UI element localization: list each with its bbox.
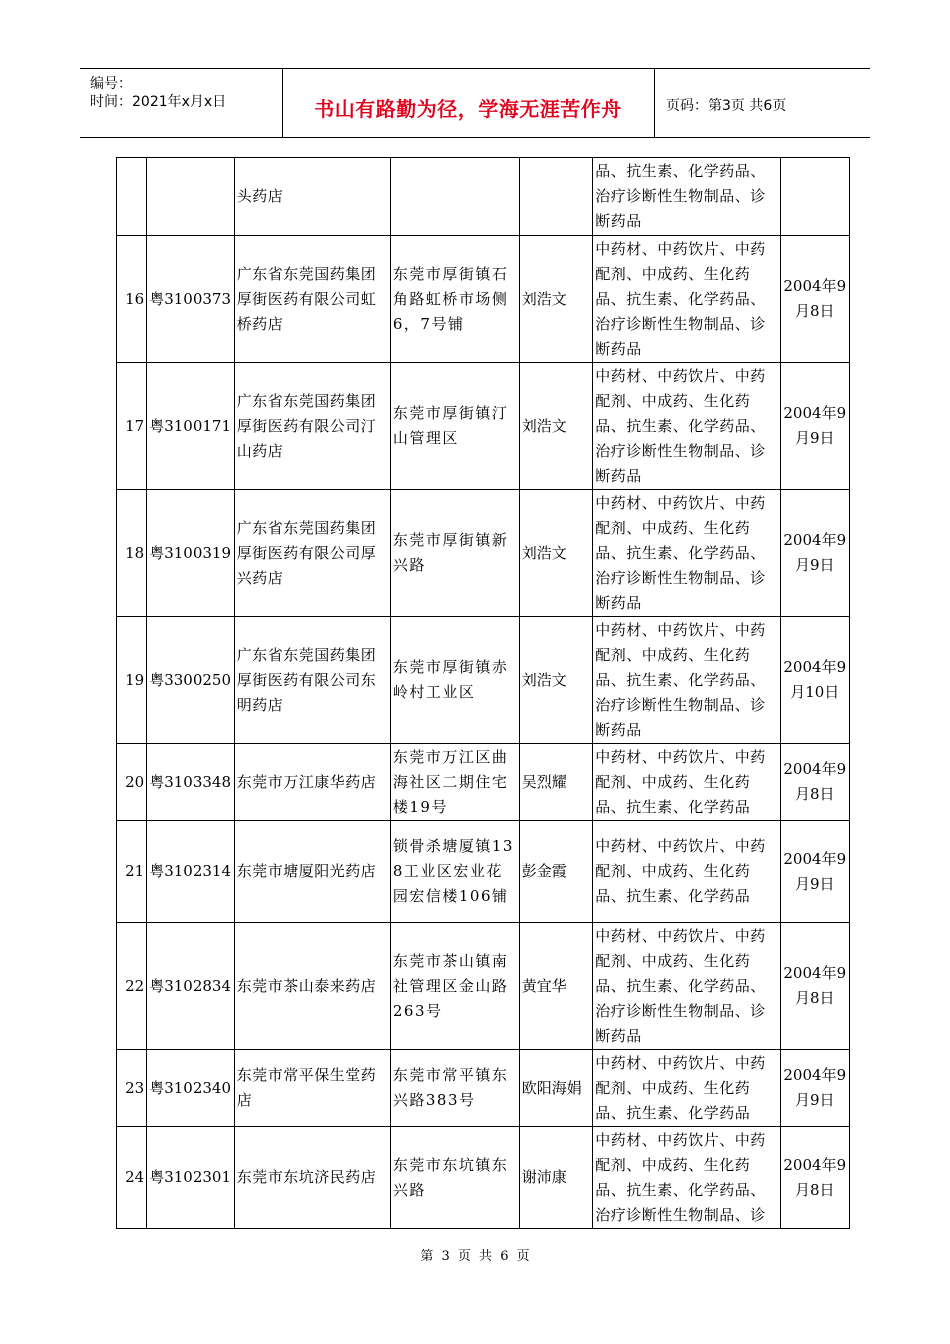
cell-name: 头药店 xyxy=(234,158,390,236)
cell-name: 广东省东莞国药集团厚街医药有限公司厚兴药店 xyxy=(234,490,390,617)
cell-address: 东莞市厚街镇汀山管理区 xyxy=(390,363,519,490)
cell-scope: 品、抗生素、化学药品、治疗诊断性生物制品、诊断药品 xyxy=(593,158,780,236)
cell-person: 刘浩文 xyxy=(519,363,593,490)
cell-date: 2004年9月10日 xyxy=(780,617,850,744)
page-label: 页码：第3页 共6页 xyxy=(666,98,787,114)
cell-no: 23 xyxy=(117,1050,147,1127)
cell-person: 谢沛康 xyxy=(519,1127,593,1229)
cell-license: 粤3102340 xyxy=(147,1050,235,1127)
cell-address xyxy=(390,158,519,236)
cell-person: 彭金霞 xyxy=(519,821,593,923)
cell-scope: 中药材、中药饮片、中药配剂、中成药、生化药品、抗生素、化学药品 xyxy=(593,1050,780,1127)
cell-date: 2004年9月8日 xyxy=(780,744,850,821)
table-row xyxy=(117,1127,850,1229)
cell-address: 东莞市常平镇东兴路383号 xyxy=(390,1050,519,1127)
cell-date: 2004年9月9日 xyxy=(780,363,850,490)
cell-name: 东莞市万江康华药店 xyxy=(234,744,390,821)
cell-person: 刘浩文 xyxy=(519,490,593,617)
cell-license: 粤3103348 xyxy=(147,744,235,821)
cell-scope: 中药材、中药饮片、中药配剂、中成药、生化药品、抗生素、化学药品 xyxy=(593,821,780,923)
cell-address: 东莞市厚街镇新兴路 xyxy=(390,490,519,617)
cell-date: 2004年9月8日 xyxy=(780,1127,850,1229)
cell-scope: 中药材、中药饮片、中药配剂、中成药、生化药品、抗生素、化学药品、治疗诊断性生物制品、诊断药品 xyxy=(593,236,780,363)
cell-license: 粤3102301 xyxy=(147,1127,235,1229)
table-row xyxy=(117,821,850,923)
page-footer: 第 3 页 共 6 页 xyxy=(420,1249,530,1264)
cell-no: 24 xyxy=(117,1127,147,1229)
table-row xyxy=(117,490,850,617)
table-row xyxy=(117,744,850,821)
number-label: 编号： xyxy=(90,76,132,92)
cell-no xyxy=(117,158,147,236)
cell-name: 东莞市常平保生堂药店 xyxy=(234,1050,390,1127)
header-page-cell xyxy=(654,69,870,137)
cell-no: 19 xyxy=(117,617,147,744)
cell-person: 刘浩文 xyxy=(519,617,593,744)
table-row xyxy=(117,923,850,1050)
cell-no: 16 xyxy=(117,236,147,363)
cell-no: 21 xyxy=(117,821,147,923)
cell-license: 粤3100373 xyxy=(147,236,235,363)
cell-address: 东莞市厚街镇赤岭村工业区 xyxy=(390,617,519,744)
page-header xyxy=(80,68,870,138)
cell-scope: 中药材、中药饮片、中药配剂、中成药、生化药品、抗生素、化学药品、治疗诊断性生物制品、诊断药品 xyxy=(593,617,780,744)
cell-person: 刘浩文 xyxy=(519,236,593,363)
table-row xyxy=(117,617,850,744)
cell-address: 锁骨杀塘厦镇138工业区宏业花园宏信楼106铺 xyxy=(390,821,519,923)
cell-person: 黄宜华 xyxy=(519,923,593,1050)
cell-person: 欧阳海娟 xyxy=(519,1050,593,1127)
table-row xyxy=(117,363,850,490)
cell-scope: 中药材、中药饮片、中药配剂、中成药、生化药品、抗生素、化学药品、治疗诊断性生物制品、诊断药品 xyxy=(593,363,780,490)
motto: 书山有路勤为径，学海无涯苦作舟 xyxy=(314,97,622,121)
cell-date: 2004年9月9日 xyxy=(780,1050,850,1127)
cell-name: 广东省东莞国药集团厚街医药有限公司汀山药店 xyxy=(234,363,390,490)
header-meta xyxy=(80,69,283,137)
header-motto-cell xyxy=(282,69,655,137)
cell-name: 东莞市茶山泰来药店 xyxy=(234,923,390,1050)
cell-license: 粤3102834 xyxy=(147,923,235,1050)
cell-address: 东莞市茶山镇南社管理区金山路263号 xyxy=(390,923,519,1050)
cell-scope: 中药材、中药饮片、中药配剂、中成药、生化药品、抗生素、化学药品、治疗诊断性生物制品、诊断药品 xyxy=(593,923,780,1050)
cell-name: 东莞市东坑济民药店 xyxy=(234,1127,390,1229)
cell-scope: 中药材、中药饮片、中药配剂、中成药、生化药品、抗生素、化学药品、治疗诊断性生物制品、诊 xyxy=(593,1127,780,1229)
cell-license: 粤3300250 xyxy=(147,617,235,744)
cell-person: 吴烈耀 xyxy=(519,744,593,821)
cell-license: 粤3100171 xyxy=(147,363,235,490)
cell-no: 17 xyxy=(117,363,147,490)
cell-date: 2004年9月8日 xyxy=(780,236,850,363)
cell-date: 2004年9月8日 xyxy=(780,923,850,1050)
cell-date: 2004年9月9日 xyxy=(780,821,850,923)
table-row xyxy=(117,1050,850,1127)
cell-license: 粤3100319 xyxy=(147,490,235,617)
cell-address: 东莞市东坑镇东兴路 xyxy=(390,1127,519,1229)
pharmacy-table xyxy=(116,157,850,1229)
cell-address: 东莞市厚街镇石角路虹桥市场侧6，7号铺 xyxy=(390,236,519,363)
date-label: 时间：2021年x月x日 xyxy=(90,94,227,110)
cell-address: 东莞市万江区曲海社区二期住宅楼19号 xyxy=(390,744,519,821)
cell-no: 22 xyxy=(117,923,147,1050)
cell-license: 粤3102314 xyxy=(147,821,235,923)
cell-name: 广东省东莞国药集团厚街医药有限公司虹桥药店 xyxy=(234,236,390,363)
cell-scope: 中药材、中药饮片、中药配剂、中成药、生化药品、抗生素、化学药品 xyxy=(593,744,780,821)
cell-date xyxy=(780,158,850,236)
cell-date: 2004年9月9日 xyxy=(780,490,850,617)
table-row xyxy=(117,236,850,363)
table-row xyxy=(117,158,850,236)
cell-name: 广东省东莞国药集团厚街医药有限公司东明药店 xyxy=(234,617,390,744)
cell-name: 东莞市塘厦阳光药店 xyxy=(234,821,390,923)
cell-person xyxy=(519,158,593,236)
cell-no: 18 xyxy=(117,490,147,617)
cell-license xyxy=(147,158,235,236)
cell-scope: 中药材、中药饮片、中药配剂、中成药、生化药品、抗生素、化学药品、治疗诊断性生物制品、诊断药品 xyxy=(593,490,780,617)
cell-no: 20 xyxy=(117,744,147,821)
